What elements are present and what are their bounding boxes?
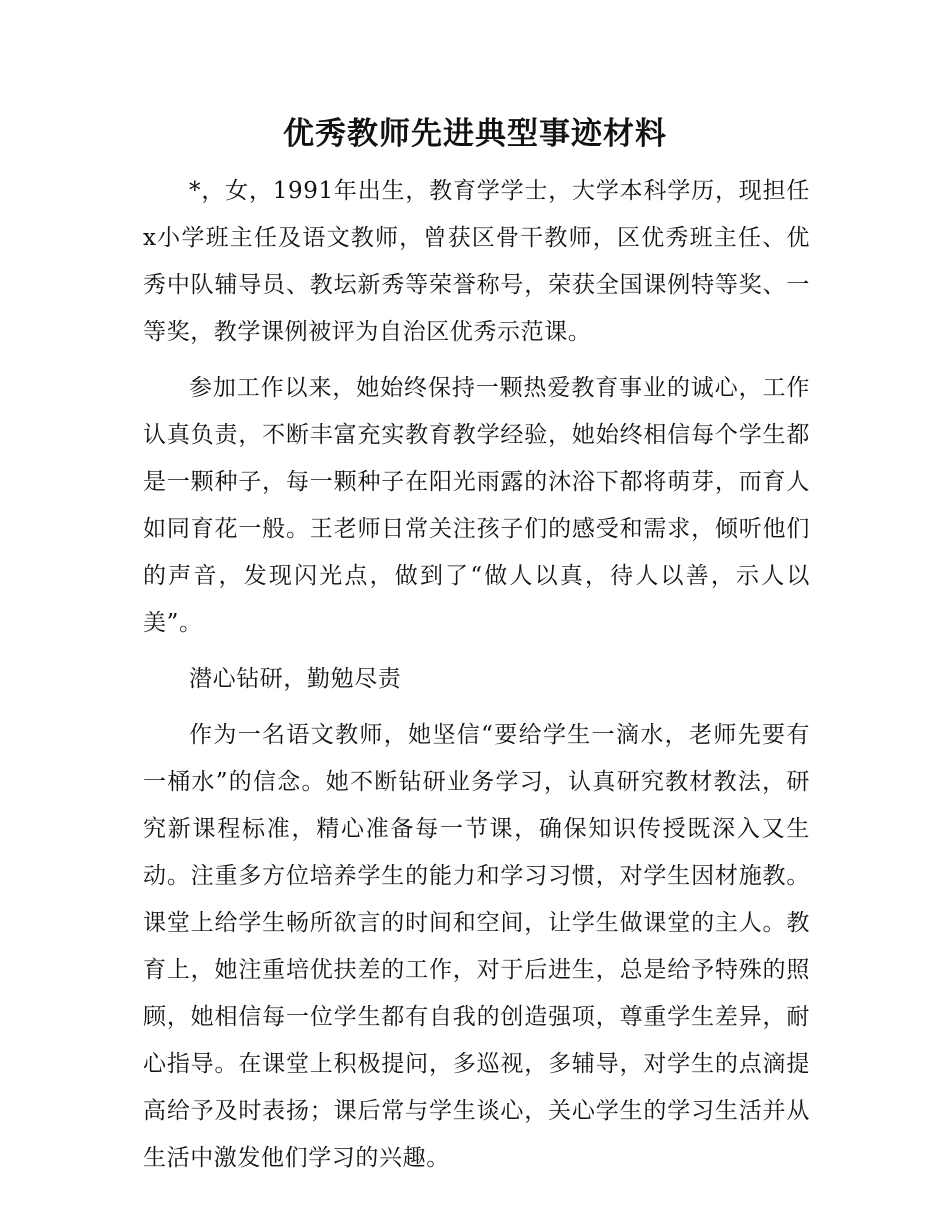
document-body [143, 168, 810, 1191]
paragraph-work-attitude: 参加工作以来，她始终保持一颗热爱教育事业的诚心，工作认真负责，不断丰富充实教育教学经验，她始终相信每个学生都是一颗种子，每一颗种子在阳光雨露的沐浴下都将萌芽，而育人如同育花一般。王老师日常关注孩子们的感受和需求，倾听他们的声音，发现闪光点，做到了“做人以真，待人以善，示人以美”。 [143, 375, 810, 636]
paragraph-teaching-research: 作为一名语文教师，她坚信“要给学生一滴水，老师先要有一桶水”的信念。她不断钻研业务学习，认真研究教材教法，研究新课程标准，精心准备每一节课，确保知识传授既深入又生动。注重多方位培养学生的能力和学习习惯，对学生因材施教。课堂上给学生畅所欲言的时间和空间，让学生做课堂的主人。教育上，她注重培优扶差的工作，对于后进生，总是给予特殊的照顾，她相信每一位学生都有自我的创造强项，尊重学生差异，耐心指导。在课堂上积极提问，多巡视，多辅导，对学生的点滴提高给予及时表扬；课后常与学生谈心，关心学生的学习生活并从生活中激发他们学习的兴趣。 [143, 722, 810, 1171]
document-title: 优秀教师先进典型事迹材料 [283, 116, 667, 152]
paragraph-profile: *，女，1991年出生，教育学学士，大学本科学历，现担任x小学班主任及语文教师，曾获区骨干教师，区优秀班主任、优秀中队辅导员、教坛新秀等荣誉称号，荣获全国课例特等奖、一等奖，教学课例被评为自治区优秀示范课。 [143, 178, 810, 345]
section-heading: 潜心钻研，勤勉尽责 [189, 666, 402, 692]
